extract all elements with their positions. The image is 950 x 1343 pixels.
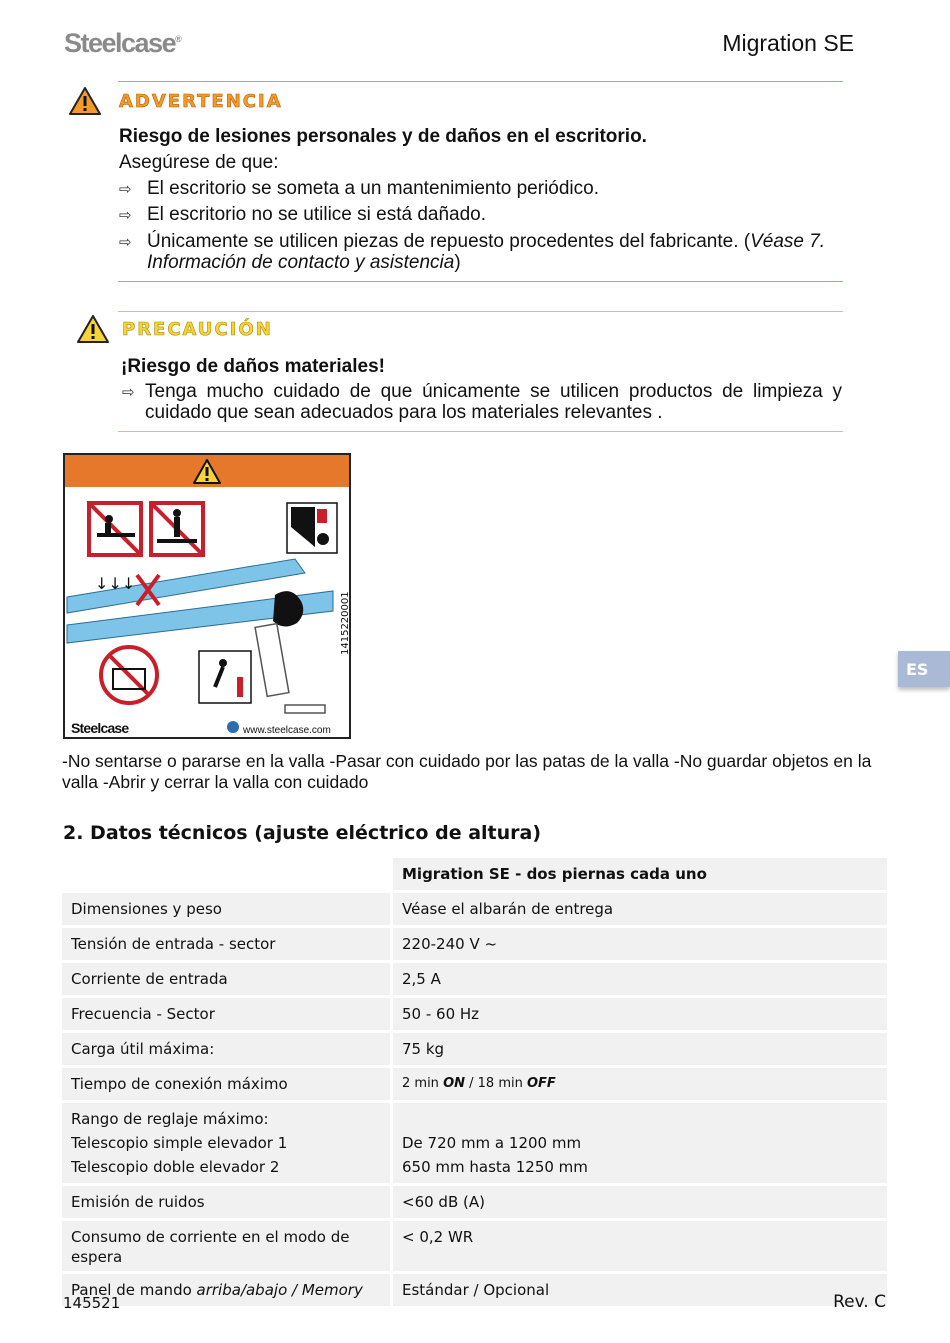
caution-item-line1: Tenga mucho cuidado de que únicamente se utilicen productos de limpieza y [145,381,842,402]
label-brand: Steelcase [71,720,129,736]
technical-data-table [62,855,887,1309]
steelcase-logo [64,28,182,59]
reference-close: ) [454,252,461,273]
row-value: < 0,2 WR [393,1221,887,1271]
caution-top-rule [118,311,843,312]
label-code: 1415220001 [340,591,351,655]
row-label: Corriente de entrada [62,963,393,995]
pinch-hazard-icon [287,503,337,553]
row-value-line: 650 mm hasta 1250 mm [402,1158,588,1176]
warning-item-continued [147,251,461,275]
row-label: Tensión de entrada - sector [62,928,393,960]
table-row [62,1068,887,1100]
table-row [62,1274,887,1306]
logo-text: Steelcase [64,28,176,58]
table-row [62,1221,887,1271]
reference-link-part2[interactable]: Información de contacto y asistencia [147,252,455,273]
on-time: 2 min [402,1076,444,1091]
revision: Rev. C [833,1292,886,1312]
section-title: 2. Datos técnicos (ajuste eléctrico de altura) [63,822,542,844]
caution-triangle-icon [76,314,110,344]
row-value: Véase el albarán de entrega [393,893,887,925]
row-label-line: Rango de reglaje máximo: [71,1110,269,1128]
row-label-line: Telescopio simple elevador 1 [71,1134,288,1152]
table-row [62,928,887,960]
language-tab-es[interactable]: ES [898,651,950,687]
row-label-line: Telescopio doble elevador 2 [71,1158,280,1176]
table-header-empty [62,858,393,890]
row-label-italic: arriba/abajo / Memory [196,1281,363,1299]
table-row [62,1103,887,1183]
warning-bottom-rule [118,281,843,282]
reference-link-part1[interactable]: Véase 7. [750,231,826,252]
warning-item: El escritorio no se utilice si está dañado. [147,204,487,225]
warning-item: El escritorio se someta a un mantenimiento periódico. [147,178,600,199]
row-label: Emisión de ruidos [62,1186,393,1218]
table-row [62,893,887,925]
caution-item-line2: cuidado que sean adecuados para los materiales relevantes . [145,402,663,423]
warning-risk: Riesgo de lesiones personales y de daños en el escritorio. [119,126,647,147]
arrow-icon: ⇨ [119,180,132,198]
table-row [62,1033,887,1065]
row-label: Carga útil máxima: [62,1033,393,1065]
no-storage-icon [101,647,157,703]
caution-bottom-rule [118,431,843,432]
caution-heading: PRECAUCIÓN [122,319,273,340]
table-header-row [62,858,887,890]
document-number: 145521 [63,1294,121,1312]
warning-item-text: Únicamente se utilicen piezas de repuesto procedentes del fabricante. ( [147,231,751,252]
table-row [62,998,887,1030]
off-time: / 18 min [465,1076,527,1091]
row-value: Estándar / Opcional [393,1274,887,1306]
row-value: 50 - 60 Hz [393,998,887,1030]
row-label: Consumo de corriente en el modo de espera [62,1221,393,1271]
no-stand-icon [151,503,203,555]
arrow-icon: ⇨ [119,233,132,251]
row-label [62,1103,393,1183]
row-value-line: De 720 mm a 1200 mm [402,1134,582,1152]
row-value: 2,5 A [393,963,887,995]
label-caption: -No sentarse o pararse en la valla -Pasar con cuidado por las patas de la valla -No guardar objetos en la valla -Abrir y cerrar la valla con cuidado [62,751,872,792]
no-sit-icon [89,503,141,555]
row-value: 220-240 V ~ [393,928,887,960]
row-label-text: Panel de mando [71,1281,197,1299]
table-row [62,1186,887,1218]
label-url: www.steelcase.com [243,725,331,736]
table-row [62,963,887,995]
arrow-icon: ⇨ [122,383,135,401]
warning-triangle-icon [68,86,102,116]
warning-top-rule [118,81,843,82]
row-label: Tiempo de conexión máximo [62,1068,393,1100]
safety-label-illustration [65,455,349,737]
row-label: Dimensiones y peso [62,893,393,925]
document-title: Migration SE [722,30,854,56]
caution-risk: ¡Riesgo de daños materiales! [121,356,385,377]
safety-label-image [63,453,351,739]
table-header: Migration SE - dos piernas cada uno [393,858,887,890]
svg-text:↓↓↓: ↓↓↓ [95,574,136,593]
row-label: Frecuencia - Sector [62,998,393,1030]
row-value [393,1103,887,1183]
off-label: OFF [526,1076,556,1091]
trip-hazard-icon [199,651,251,703]
warning-heading: ADVERTENCIA [119,91,283,112]
warning-intro: Asegúrese de que: [119,152,279,173]
registered-mark: ® [175,34,182,44]
arrow-icon: ⇨ [119,206,132,224]
row-value [393,1068,887,1100]
row-value: 75 kg [393,1033,887,1065]
help-icon [227,721,239,733]
row-value: <60 dB (A) [393,1186,887,1218]
on-label: ON [443,1076,465,1091]
